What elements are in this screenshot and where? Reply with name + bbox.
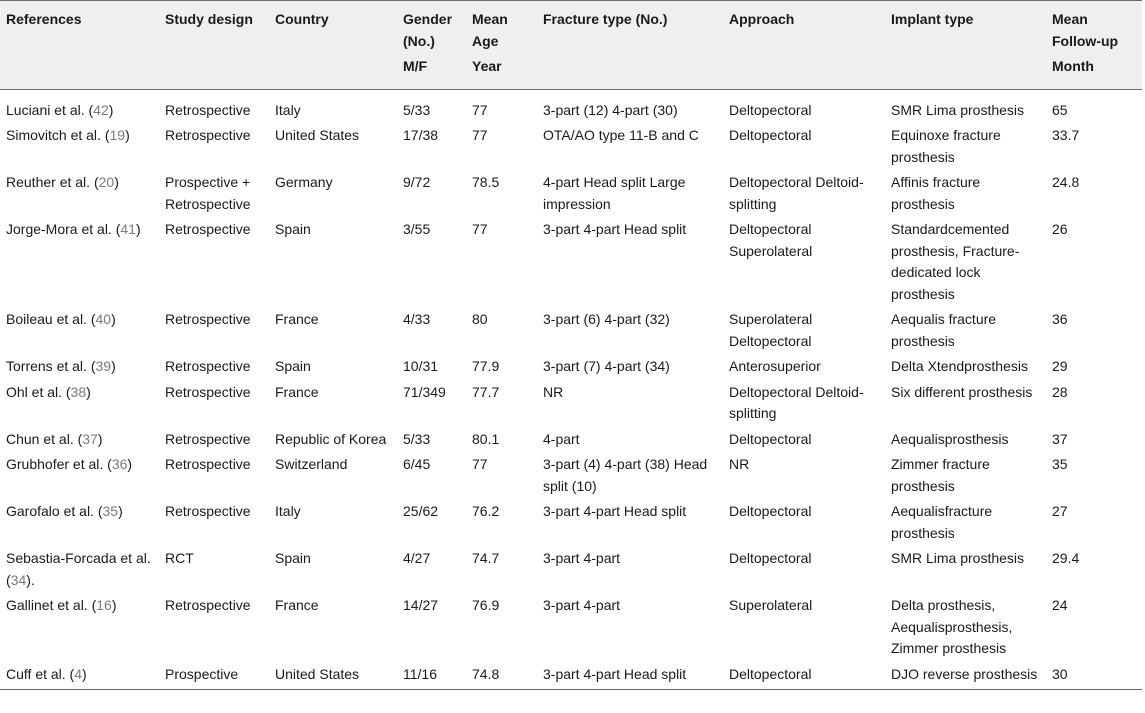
cell-gender: 17/38 <box>403 127 439 143</box>
cell-followup: 28 <box>1052 383 1068 400</box>
citation-link[interactable]: 37 <box>82 430 98 447</box>
cell-fracture: 3-part 4-part Head split <box>543 221 687 237</box>
cell-fracture: 3-part (12) 4-part (30) <box>543 101 678 118</box>
cell-approach: Anterosuperior <box>729 358 821 374</box>
cell-reference <box>0 593 159 662</box>
cell-followup: 65 <box>1052 101 1068 118</box>
cell-implant: Equinoxe fracture prosthesis <box>891 127 1001 165</box>
cell-fracture: 3-part (6) 4-part (32) <box>543 311 670 327</box>
cell-implant: Aequalisfracture prosthesis <box>891 503 993 541</box>
citation-link[interactable]: 39 <box>95 358 112 374</box>
header-row <box>0 1 1142 90</box>
cell-design: RCT <box>165 550 194 566</box>
cell-fracture: 3-part 4-part <box>543 597 621 613</box>
citation-link[interactable]: 36 <box>111 456 128 472</box>
author-text: Garofalo et al. ( <box>6 503 103 519</box>
citation-link[interactable]: 34 <box>10 571 27 588</box>
cell-gender: 6/45 <box>403 456 431 472</box>
cell-gender: 11/16 <box>397 662 466 690</box>
table-row <box>0 123 1142 170</box>
author-close: ) <box>111 358 116 374</box>
cell-gender: 25/62 <box>403 503 439 519</box>
table-row <box>0 170 1142 217</box>
table-row <box>0 546 1142 593</box>
citation-link[interactable]: 41 <box>120 221 136 237</box>
cell-followup: 33.7 <box>1052 127 1080 143</box>
cell-reference <box>0 662 159 690</box>
table-row <box>0 662 1142 690</box>
cell-country: Italy <box>275 503 301 519</box>
cell-age: 74.7 <box>472 550 500 566</box>
author-close: ) <box>135 221 141 237</box>
author-close: ) <box>86 383 91 400</box>
author-close: ) <box>111 597 117 613</box>
author-text: Torrens et al. ( <box>6 358 96 374</box>
citation-link[interactable]: 35 <box>102 503 119 519</box>
header-followup-line3: Month <box>1052 58 1094 74</box>
table-row <box>0 452 1142 499</box>
cell-age: 77.7 <box>472 383 500 400</box>
cell-country: France <box>275 383 319 400</box>
citation-link[interactable]: 4 <box>74 665 83 682</box>
cell-country: Spain <box>275 550 311 566</box>
author-close: ) <box>82 665 87 682</box>
cell-followup: 27 <box>1052 503 1068 519</box>
cell-approach: Deltopectoral Deltoid-splitting <box>729 383 864 421</box>
cell-age: 80.1 <box>472 430 500 447</box>
table-row <box>0 499 1142 546</box>
cell-gender: 4/27 <box>403 550 431 566</box>
cell-implant: Aequalis fracture prosthesis <box>891 311 997 349</box>
author-close: ) <box>125 127 130 143</box>
table-row <box>0 380 1142 427</box>
cell-design: Retrospective <box>165 358 251 374</box>
cell-reference <box>0 217 159 307</box>
cell-country: United States <box>275 127 360 143</box>
cell-approach: Deltopectoral <box>729 101 812 118</box>
citation-link[interactable]: 16 <box>96 597 112 613</box>
table-row <box>0 307 1142 354</box>
cell-reference <box>0 380 159 427</box>
citation-link[interactable]: 38 <box>70 383 87 400</box>
author-close: ) <box>114 174 119 190</box>
cell-implant: DJO reverse prosthesis <box>885 662 1046 690</box>
author-text: Simovitch et al. ( <box>6 127 110 143</box>
cell-approach: Deltopectoral <box>729 550 812 566</box>
author-close: ) <box>111 311 116 327</box>
header-gender-line1: Gender <box>403 11 453 27</box>
cell-design: Retrospective <box>165 430 251 447</box>
cell-followup: 37 <box>1052 430 1068 447</box>
cell-reference <box>0 546 159 593</box>
cell-design: Retrospective <box>165 127 251 143</box>
author-text: Grubhofer et al. ( <box>6 456 112 472</box>
cell-age: 77 <box>472 221 488 237</box>
header-fracture-type: Fracture type (No.) <box>537 1 723 90</box>
cell-approach: Deltopectoral <box>729 430 812 447</box>
cell-age: 77 <box>472 456 488 472</box>
author-close: ). <box>26 571 35 588</box>
cell-gender: 5/33 <box>403 430 431 447</box>
cell-country: France <box>275 311 319 327</box>
table-row <box>0 593 1142 662</box>
citation-link[interactable]: 40 <box>95 311 112 327</box>
header-references: References <box>0 1 159 90</box>
cell-design: Retrospective <box>165 221 251 237</box>
author-text: Cuff et al. ( <box>6 665 75 682</box>
author-text: Ohl et al. ( <box>6 383 71 400</box>
cell-reference <box>0 170 159 217</box>
cell-country: Spain <box>275 358 311 374</box>
citation-link[interactable]: 20 <box>98 174 115 190</box>
cell-fracture: 3-part (4) 4-part (38) Head split (10) <box>543 456 708 494</box>
cell-age: 76.9 <box>472 597 500 613</box>
author-close: ) <box>108 101 114 118</box>
cell-fracture: 3-part 4-part <box>543 550 621 566</box>
table-body <box>0 89 1142 690</box>
cell-followup: 35 <box>1052 456 1068 472</box>
cell-implant: SMR Lima prosthesis <box>891 550 1025 566</box>
cell-design: Retrospective <box>165 101 251 118</box>
cell-age: 77.9 <box>472 358 500 374</box>
author-text: Gallinet et al. ( <box>6 597 97 613</box>
cell-implant: Zimmer fracture prosthesis <box>891 456 990 494</box>
citation-link[interactable]: 42 <box>93 101 109 118</box>
author-text: Jorge-Mora et al. ( <box>6 221 121 237</box>
cell-reference <box>0 427 159 453</box>
cell-country: Republic of Korea <box>275 430 387 447</box>
cell-reference <box>0 307 159 354</box>
cell-fracture: NR <box>543 383 564 400</box>
cell-implant: Delta Xtendprosthesis <box>891 358 1028 374</box>
cell-reference <box>0 499 159 546</box>
cell-fracture: 3-part (7) 4-part (34) <box>543 358 670 374</box>
cell-implant: Delta prosthesis, Aequalisprosthesis, Zimmer prosthesis <box>891 597 1013 656</box>
author-text: Chun et al. ( <box>6 430 83 447</box>
cell-approach: Deltopectoral Deltoid-splitting <box>729 174 864 212</box>
table-row <box>0 217 1142 307</box>
cell-followup: 29 <box>1052 358 1068 374</box>
cell-age: 77 <box>472 101 488 118</box>
cell-age: 76.2 <box>472 503 500 519</box>
cell-approach: Deltopectoral <box>723 662 885 690</box>
table-row <box>0 427 1142 453</box>
header-mean-age <box>466 1 537 90</box>
cell-design: Retrospective <box>165 456 251 472</box>
cell-gender: 71/349 <box>403 383 446 400</box>
cell-fracture: 3-part 4-part Head split <box>537 662 723 690</box>
header-implant-type: Implant type <box>885 1 1046 90</box>
cell-fracture: 4-part <box>543 430 580 447</box>
cell-reference <box>0 89 159 123</box>
table-row <box>0 354 1142 380</box>
author-text: Boileau et al. ( <box>6 311 96 327</box>
cell-age: 77 <box>472 127 488 143</box>
cell-implant: Standardcemented prosthesis, Fracture-dedicated lock prosthesis <box>891 221 1020 302</box>
cell-gender: 10/31 <box>403 358 439 374</box>
author-close: ) <box>127 456 133 472</box>
cell-approach: Superolateral Deltopectoral <box>729 311 813 349</box>
cell-country: Spain <box>275 221 311 237</box>
author-close: ) <box>97 430 103 447</box>
cell-gender: 3/55 <box>403 221 431 237</box>
author-text: Luciani et al. ( <box>6 101 94 118</box>
cell-followup: 24.8 <box>1052 174 1080 190</box>
cell-gender: 5/33 <box>403 101 431 118</box>
cell-approach: NR <box>729 456 750 472</box>
cell-fracture: 3-part 4-part Head split <box>543 503 687 519</box>
cell-design: Retrospective <box>165 597 251 613</box>
header-followup-line2: Follow-up <box>1052 32 1119 49</box>
cell-design: Retrospective <box>165 311 251 327</box>
cell-design: Prospective <box>159 662 269 690</box>
header-age-line1: Mean <box>472 11 508 27</box>
header-country: Country <box>269 1 397 90</box>
author-text: Reuther et al. ( <box>6 174 99 190</box>
cell-implant: Affinis fracture prosthesis <box>891 174 981 212</box>
cell-implant: SMR Lima prosthesis <box>891 101 1025 118</box>
citation-link[interactable]: 19 <box>109 127 126 143</box>
cell-country: Switzerland <box>275 456 348 472</box>
cell-fracture: 4-part Head split Large impression <box>543 174 686 212</box>
cell-followup: 30 <box>1046 662 1142 690</box>
cell-age: 74.8 <box>466 662 537 690</box>
header-approach: Approach <box>723 1 885 90</box>
cell-approach: Deltopectoral Superolateral <box>729 221 813 259</box>
header-study-design: Study design <box>159 1 269 90</box>
header-gender <box>397 1 466 90</box>
author-close: ) <box>118 503 123 519</box>
cell-reference <box>0 452 159 499</box>
cell-fracture: OTA/AO type 11-B and C <box>543 127 699 143</box>
cell-gender: 4/33 <box>403 311 431 327</box>
cell-followup: 36 <box>1052 311 1068 327</box>
cell-followup: 24 <box>1052 597 1068 613</box>
cell-country: United States <box>269 662 397 690</box>
cell-approach: Deltopectoral <box>729 503 812 519</box>
cell-country: France <box>275 597 319 613</box>
cell-followup: 26 <box>1052 221 1068 237</box>
cell-implant: Six different prosthesis <box>891 383 1033 400</box>
cell-age: 78.5 <box>472 174 500 190</box>
cell-followup: 29.4 <box>1052 550 1080 566</box>
cell-gender: 14/27 <box>403 597 439 613</box>
cell-design: Retrospective <box>165 503 251 519</box>
cell-design: Retrospective <box>165 383 251 400</box>
cell-approach: Deltopectoral <box>729 127 812 143</box>
table-row <box>0 89 1142 123</box>
header-followup-line1: Mean <box>1052 11 1088 27</box>
header-gender-line2: (No.) <box>403 32 435 49</box>
cell-implant: Aequalisprosthesis <box>891 430 1009 447</box>
header-gender-line3: M/F <box>403 58 428 74</box>
header-followup <box>1046 1 1142 90</box>
cell-approach: Superolateral <box>729 597 813 613</box>
cell-reference <box>0 123 159 170</box>
header-age-line3: Year <box>472 58 502 74</box>
cell-gender: 9/72 <box>403 174 431 190</box>
cell-reference <box>0 354 159 380</box>
author-text: Sebastia-Forcada et al. ( <box>6 550 151 588</box>
cell-design: Prospective + Retrospective <box>165 174 251 212</box>
cell-country: Italy <box>275 101 301 118</box>
header-age-line2: Age <box>472 32 499 49</box>
cell-country: Germany <box>275 174 333 190</box>
cell-age: 80 <box>472 311 488 327</box>
